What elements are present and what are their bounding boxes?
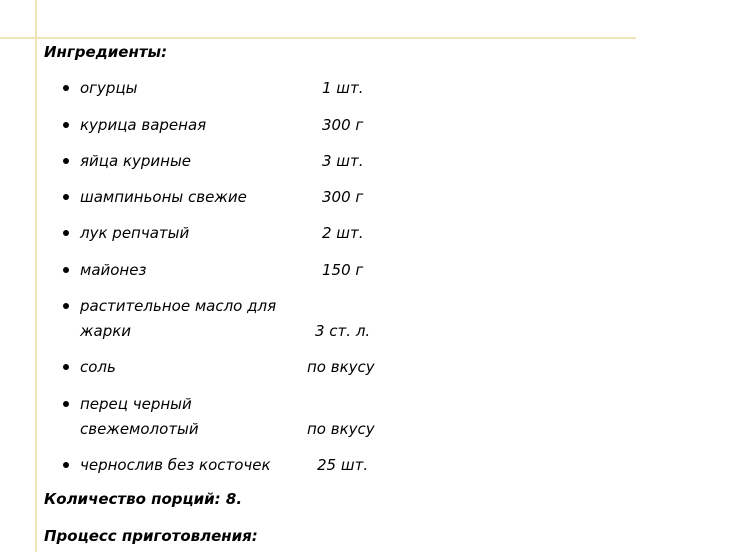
ingredient-name: курица вареная: [80, 116, 207, 134]
ingredient-name: чернослив без косточек: [80, 456, 271, 474]
ingredient-amount: 1 шт.: [322, 79, 364, 97]
ingredient-name-continuation: жарки: [80, 322, 132, 340]
ingredient-amount: 2 шт.: [322, 224, 364, 242]
ingredient-name: шампиньоны свежие: [80, 188, 247, 206]
ingredient-amount: 3 шт.: [322, 152, 364, 170]
bullet-icon: [63, 401, 69, 407]
ingredient-name: растительное масло для: [80, 297, 277, 315]
servings-line: Количество порций: 8.: [44, 490, 243, 508]
ingredient-amount: 150 г: [322, 261, 364, 279]
ingredient-amount: 25 шт.: [317, 456, 369, 474]
ingredient-name: огурцы: [80, 79, 138, 97]
margin-guide-horizontal: [0, 37, 636, 39]
bullet-icon: [63, 230, 69, 236]
bullet-icon: [63, 194, 69, 200]
ingredient-amount: по вкусу: [307, 420, 375, 438]
ingredient-name: соль: [80, 358, 116, 376]
ingredient-name-continuation: свежемолотый: [80, 420, 199, 438]
bullet-icon: [63, 462, 69, 468]
ingredient-amount: по вкусу: [307, 358, 375, 376]
bullet-icon: [63, 364, 69, 370]
bullet-icon: [63, 85, 69, 91]
ingredient-amount: 300 г: [322, 188, 364, 206]
ingredient-amount: 3 ст. л.: [315, 322, 371, 340]
bullet-icon: [63, 122, 69, 128]
ingredients-heading: Ингредиенты:: [44, 43, 168, 61]
bullet-icon: [63, 267, 69, 273]
ingredient-name: перец черный: [80, 395, 192, 413]
process-heading: Процесс приготовления:: [44, 527, 258, 545]
ingredient-name: лук репчатый: [80, 224, 190, 242]
ingredient-name: майонез: [80, 261, 147, 279]
bullet-icon: [63, 158, 69, 164]
ingredient-amount: 300 г: [322, 116, 364, 134]
margin-guide-vertical: [35, 0, 37, 552]
ingredient-name: яйца куриные: [80, 152, 192, 170]
bullet-icon: [63, 303, 69, 309]
